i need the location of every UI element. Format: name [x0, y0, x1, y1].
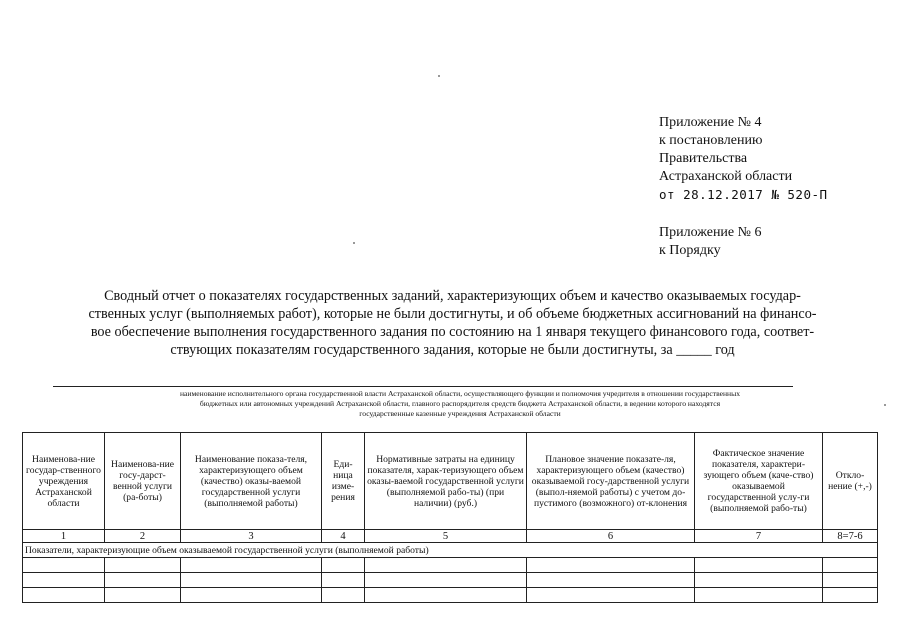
title-line: вое обеспечение выполнения государственного задания по состоянию на 1 января текущего финансового года, соответ-: [90, 324, 815, 340]
org-caption: [60, 389, 860, 419]
column-number: 1: [23, 530, 105, 543]
title-line: ственных услуг (выполняемых работ), которые не были достигнуты, и об объеме бюджетных ассигнований на финансо-: [88, 306, 817, 322]
table-cell: [105, 558, 181, 573]
header-deviation: Откло-нение (+,-): [823, 433, 878, 530]
appendix-line: к Порядку: [659, 243, 721, 258]
appendix-line: Правительства: [659, 151, 748, 166]
column-number: 4: [322, 530, 365, 543]
org-caption-line: государственные казенные учреждения Астраханской области: [359, 409, 561, 418]
table-cell: [181, 573, 322, 588]
title-line: ствующих показателям государственного задания, которые не были достигнуты, за _____ год: [170, 342, 735, 358]
table-cell: [527, 573, 695, 588]
table-cell: [823, 558, 878, 573]
table-cell: [181, 558, 322, 573]
header-unit: Еди-ница изме-рения: [322, 433, 365, 530]
org-caption-line: наименование исполнительного органа государственной власти Астраханской области, осуществляющего функции и полномочия учредителя в отношении государственных: [179, 389, 741, 398]
table-cell: [365, 558, 527, 573]
report-title: [40, 287, 865, 359]
table-cell: [23, 573, 105, 588]
table-cell: [823, 588, 878, 603]
column-number: 7: [695, 530, 823, 543]
section-label: Показатели, характеризующие объем оказываемой государственной услуги (выполняемой работы): [23, 543, 878, 558]
table-cell: [527, 588, 695, 603]
table-cell: [322, 573, 365, 588]
appendix-block: [659, 114, 828, 260]
appendix-number: Приложение № 4: [659, 115, 762, 130]
table-row: [23, 573, 878, 588]
column-number: 8=7-6: [823, 530, 878, 543]
table-cell: [695, 573, 823, 588]
header-institution: Наименова-ние государ-ственного учреждения Астраханской области: [23, 433, 105, 530]
table-cell: [695, 558, 823, 573]
appendix-line: Астраханской области: [659, 169, 793, 184]
table-cell: [527, 558, 695, 573]
table-cell: [105, 573, 181, 588]
column-number: 6: [527, 530, 695, 543]
table-cell: [823, 573, 878, 588]
table-cell: [105, 588, 181, 603]
table-cell: [23, 558, 105, 573]
org-caption-line: бюджетных или автономных учреждений Астраханской области, главного распорядителя средств бюджета Астраханской области, в ведении которого находятся: [199, 399, 721, 408]
table-cell: [322, 558, 365, 573]
table-cell: [322, 588, 365, 603]
scan-speck: [884, 404, 886, 406]
table-row: [23, 588, 878, 603]
appendix-date-stamp: от 28.12.2017 № 520-П: [659, 187, 828, 202]
table-cell: [365, 588, 527, 603]
table-cell: [181, 588, 322, 603]
appendix-line: к постановлению: [659, 133, 763, 148]
table-cell: [365, 573, 527, 588]
appendix-number-secondary: Приложение № 6: [659, 225, 762, 240]
scan-speck: [353, 242, 355, 244]
org-name-underline: [53, 386, 793, 387]
column-number: 3: [181, 530, 322, 543]
header-service-name: Наименова-ние госу-дарст-венной услуги (ра-боты): [105, 433, 181, 530]
scan-speck: [438, 75, 440, 77]
title-line: Сводный отчет о показателях государственных заданий, характеризующих объем и качество оказываемых государ-: [104, 288, 801, 304]
table-header-row: [23, 433, 878, 530]
header-indicator-name: Наименование показа-теля, характеризующего объем (качество) оказы-ваемой государственной услуги (выполняемой работы): [181, 433, 322, 530]
table-cell: [695, 588, 823, 603]
table-section-row: [23, 543, 878, 558]
header-planned-value: Плановое значение показате-ля, характеризующего объем (качество) оказываемой госу-дарственной услуги (выпол-няемой работы) с учетом до-пустимого (возможного) от-клонения: [527, 433, 695, 530]
table-row: [23, 558, 878, 573]
header-actual-value: Фактическое значение показателя, характери-зующего объем (каче-ство) оказываемой государственной услу-ги (выполняемой рабо-ты): [695, 433, 823, 530]
column-number: 5: [365, 530, 527, 543]
table-column-numbers-row: [23, 530, 878, 543]
header-normative-costs: Нормативные затраты на единицу показателя, харак-теризующего объем оказы-ваемой государственной услуги (выполняемой рабо-ты) (при наличии) (руб.): [365, 433, 527, 530]
table-cell: [23, 588, 105, 603]
report-table: [22, 432, 878, 603]
column-number: 2: [105, 530, 181, 543]
